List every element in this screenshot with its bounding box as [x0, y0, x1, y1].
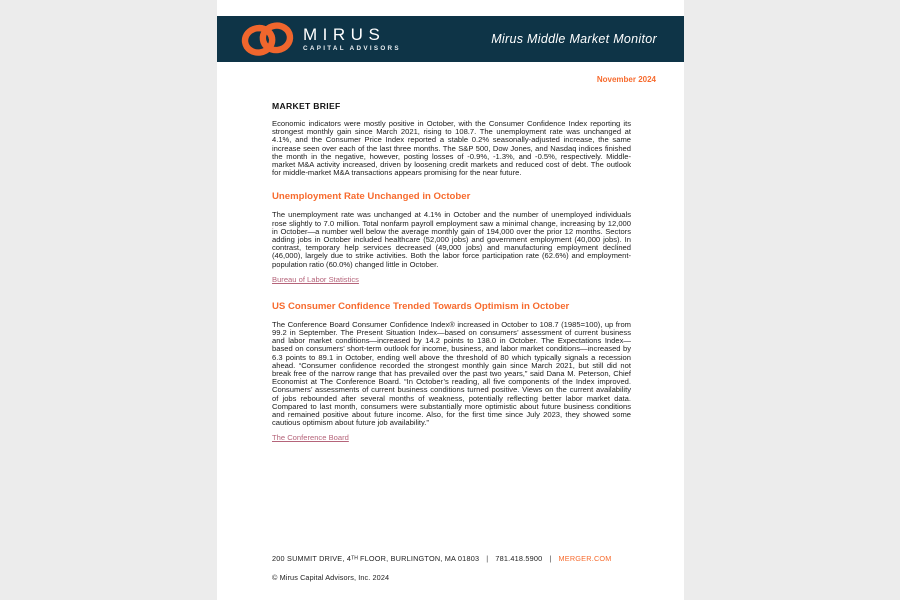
brand-subtitle: CAPITAL ADVISORS: [303, 45, 401, 52]
mirus-logo: [241, 21, 401, 57]
issue-date: November 2024: [596, 75, 656, 84]
bls-source-link[interactable]: Bureau of Labor Statistics: [272, 274, 359, 284]
consumer-confidence-paragraph: The Conference Board Consumer Confidence Index® increased in October to 108.7 (1985=100), up from 99.2 in September. The Present Situation Index—based on consumers’ assessment of current business and labor market conditions—increased by 14.2 points to 138.0 in October. The Expectations Index—based on consumers’ short-term outlook for income, business, and labor market conditions—increased by 6.3 points to 89.1 in October, ending well above the threshold of 80 which typically signals a recession ahead. “Consumer confidence recorded the strongest monthly gain since March 2021, but still did not break free of the narrow range that has prevailed over the past two years,” said Dana M. Peterson, Chief Economist at The Conference Board. “In October’s reading, all five components of the Index improved. Consumers’ assessments of current business conditions turned positive. Views on the current availability of jobs rebounded after several months of weakness, potentially reflecting better labor market data. Compared to last month, consumers were substantially more optimistic about future business conditions and remained positive about future income. Also, for the first time since July 2023, they showed some cautious optimism about future job availability.”: [272, 319, 631, 428]
consumer-confidence-heading: US Consumer Confidence Trended Towards Optimism in October: [272, 300, 570, 312]
footer-address: 200 SUMMIT DRIVE, 4ᵀᴴ FLOOR, BURLINGTON, MA 01803: [272, 554, 480, 563]
footer-copyright: © Mirus Capital Advisors, Inc. 2024: [272, 573, 390, 582]
footer-separator: |: [549, 554, 552, 563]
page-footer: [272, 554, 631, 582]
footer-website-link[interactable]: MERGER.COM: [558, 554, 612, 563]
unemployment-paragraph: The unemployment rate was unchanged at 4.1% in October and the number of unemployed individuals rose slightly to 7.0 million. Total nonfarm payroll employment saw a minimal change, increasing by 12,000 in October—a number well below the average monthly gain of 194,000 over the prior 12 months. Sectors adding jobs in October included healthcare (52,000 jobs) and government employment (40,000 jobs). In contrast, temporary help services decreased (49,000 jobs) and manufacturing employment declined (46,000), largely due to strike activities. Both the labor force participation rate (62.6%) and employment-population ratio (60.0%) changed little in October.: [272, 210, 631, 269]
brand-name: MIRUS: [303, 25, 386, 44]
conference-board-source-link[interactable]: The Conference Board: [272, 433, 349, 443]
footer-contact-line: [272, 554, 631, 563]
content-column: [217, 101, 684, 445]
brand-text-block: [303, 26, 401, 52]
header-band: [217, 16, 684, 62]
footer-phone: 781.418.5900: [495, 554, 543, 563]
newsletter-title: Mirus Middle Market Monitor: [491, 32, 657, 46]
market-brief-paragraph: Economic indicators were mostly positive in October, with the Consumer Confidence Index reporting its strongest monthly gain since March 2021, rising to 108.7. The unemployment rate was unchanged at 4.1%, and the Consumer Price Index reported a stable 0.2% seasonally-adjusted increase, the same increase seen over each of the last three months. The S&P 500, Dow Jones, and Nasdaq indices finished the month in the negative, however, posting losses of -0.9%, -1.3%, and -0.5%, respectively. Middle-market M&A activity increased, driven by loosening credit markets and reduced cost of debt. The outlook for middle-market M&A transactions appears promising for the near future.: [272, 119, 631, 178]
newsletter-page: [217, 0, 684, 600]
unemployment-heading: Unemployment Rate Unchanged in October: [272, 191, 471, 203]
mirus-rings-icon: [241, 21, 295, 57]
footer-separator: |: [486, 554, 489, 563]
market-brief-heading: MARKET BRIEF: [272, 101, 341, 111]
